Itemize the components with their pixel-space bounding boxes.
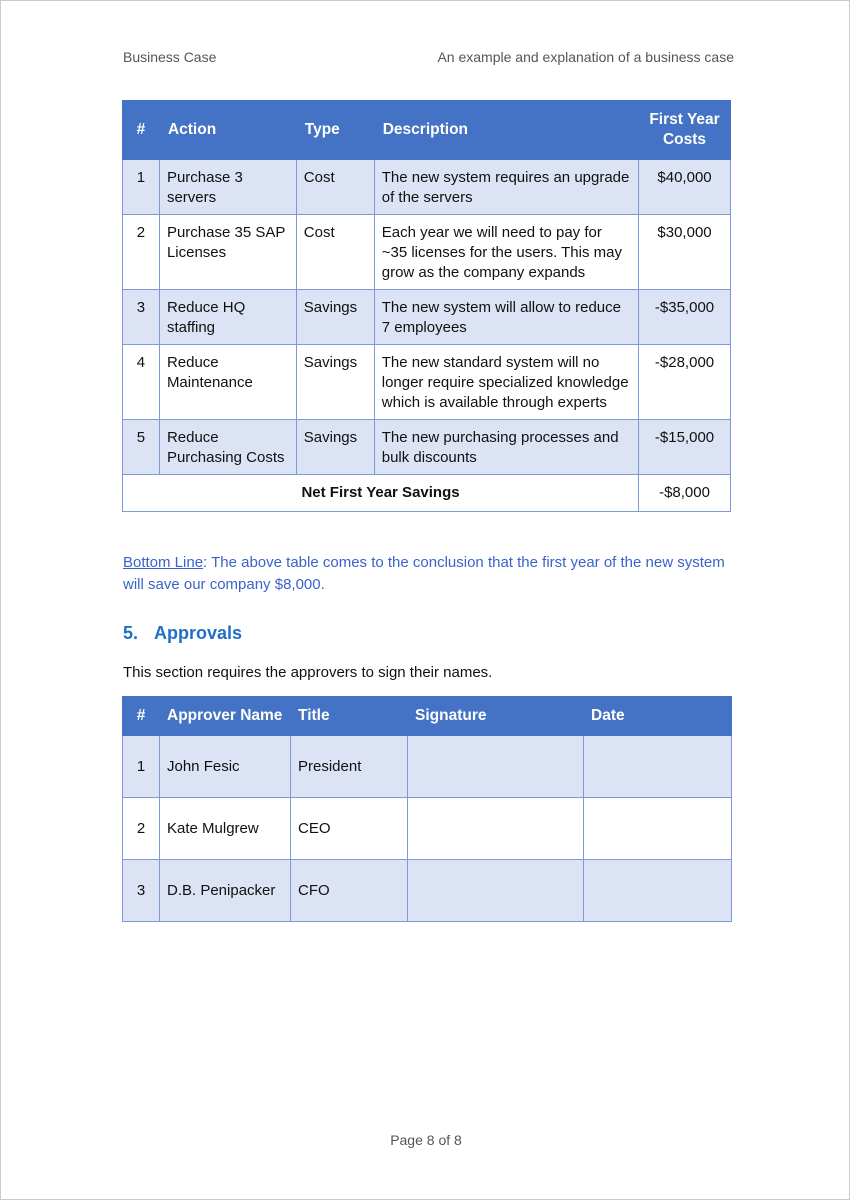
row-description: The new purchasing processes and bulk discounts bbox=[374, 420, 638, 475]
row-description: The new system requires an upgrade of the servers bbox=[374, 160, 638, 215]
row-type: Cost bbox=[296, 215, 374, 290]
row-action: Reduce HQ staffing bbox=[159, 290, 296, 345]
bottom-line-text: : The above table comes to the conclusion that the first year of the new system will save our company $8,000. bbox=[123, 554, 725, 593]
row-action: Purchase 35 SAP Licenses bbox=[159, 215, 296, 290]
col-header-date: Date bbox=[584, 697, 732, 736]
col-header-title: Title bbox=[291, 697, 408, 736]
row-type: Savings bbox=[296, 290, 374, 345]
page-number: Page 8 of 8 bbox=[390, 1132, 462, 1148]
row-num: 1 bbox=[123, 160, 160, 215]
row-description: Each year we will need to pay for ~35 licenses for the users. This may grow as the company expands bbox=[374, 215, 638, 290]
approvals-table-header bbox=[123, 697, 732, 736]
bottom-line-label: Bottom Line bbox=[123, 554, 204, 571]
table-row bbox=[123, 215, 731, 290]
section-title: Approvals bbox=[154, 623, 243, 643]
table-row bbox=[123, 736, 732, 798]
row-action: Reduce Purchasing Costs bbox=[159, 420, 296, 475]
signature-cell[interactable] bbox=[408, 736, 584, 798]
approver-name: D.B. Penipacker bbox=[160, 860, 291, 922]
date-cell[interactable] bbox=[584, 798, 732, 860]
row-cost: -$28,000 bbox=[639, 345, 731, 420]
row-num: 1 bbox=[123, 736, 160, 798]
approvals-table bbox=[122, 696, 732, 922]
approver-name: John Fesic bbox=[160, 736, 291, 798]
row-num: 3 bbox=[123, 860, 160, 922]
running-header-title: Business Case bbox=[123, 49, 217, 65]
approver-name: Kate Mulgrew bbox=[160, 798, 291, 860]
row-description: The new standard system will no longer require specialized knowledge which is available through experts bbox=[374, 345, 638, 420]
row-num: 4 bbox=[123, 345, 160, 420]
col-header-signature: Signature bbox=[408, 697, 584, 736]
section-heading bbox=[123, 623, 242, 644]
row-action: Reduce Maintenance bbox=[159, 345, 296, 420]
table-row bbox=[123, 798, 732, 860]
col-header-action: Action bbox=[159, 101, 296, 160]
col-header-approver-name: Approver Name bbox=[160, 697, 291, 736]
cost-table bbox=[122, 100, 731, 512]
date-cell[interactable] bbox=[584, 860, 732, 922]
row-num: 2 bbox=[123, 798, 160, 860]
approver-title: CEO bbox=[291, 798, 408, 860]
row-cost: -$35,000 bbox=[639, 290, 731, 345]
row-num: 5 bbox=[123, 420, 160, 475]
approver-title: President bbox=[291, 736, 408, 798]
running-header-subtitle: An example and explanation of a business case bbox=[437, 49, 734, 65]
cost-table-header bbox=[123, 101, 731, 160]
table-row bbox=[123, 420, 731, 475]
row-cost: $30,000 bbox=[639, 215, 731, 290]
table-row bbox=[123, 290, 731, 345]
date-cell[interactable] bbox=[584, 736, 732, 798]
col-header-description: Description bbox=[374, 101, 638, 160]
table-row bbox=[123, 345, 731, 420]
total-label: Net First Year Savings bbox=[123, 475, 639, 512]
row-type: Cost bbox=[296, 160, 374, 215]
signature-cell[interactable] bbox=[408, 860, 584, 922]
row-description: The new system will allow to reduce 7 employees bbox=[374, 290, 638, 345]
col-header-num: # bbox=[123, 697, 160, 736]
table-row bbox=[123, 160, 731, 215]
row-type: Savings bbox=[296, 345, 374, 420]
row-num: 3 bbox=[123, 290, 160, 345]
table-row bbox=[123, 860, 732, 922]
section-number: 5. bbox=[123, 623, 139, 643]
row-num: 2 bbox=[123, 215, 160, 290]
row-cost: -$15,000 bbox=[639, 420, 731, 475]
signature-cell[interactable] bbox=[408, 798, 584, 860]
row-type: Savings bbox=[296, 420, 374, 475]
col-header-num: # bbox=[123, 101, 160, 160]
col-header-type: Type bbox=[296, 101, 374, 160]
col-header-cost: First Year Costs bbox=[639, 101, 731, 160]
section-intro: This section requires the approvers to sign their names. bbox=[123, 664, 493, 681]
bottom-line-note bbox=[123, 552, 733, 596]
row-action: Purchase 3 servers bbox=[159, 160, 296, 215]
row-cost: $40,000 bbox=[639, 160, 731, 215]
total-row bbox=[123, 475, 731, 512]
approver-title: CFO bbox=[291, 860, 408, 922]
total-value: -$8,000 bbox=[639, 475, 731, 512]
